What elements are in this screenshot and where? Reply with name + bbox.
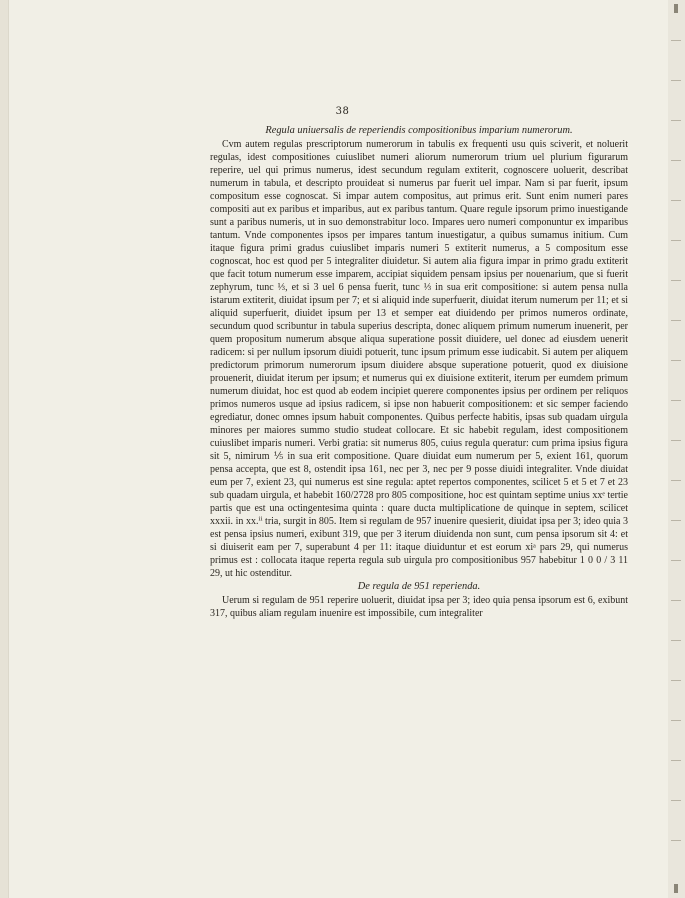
- ruler-tick: [671, 680, 681, 681]
- ruler-tick: [671, 760, 681, 761]
- ruler-tick: [671, 840, 681, 841]
- ruler-tick: [671, 400, 681, 401]
- ruler-tick: [671, 200, 681, 201]
- ruler-tick: [671, 40, 681, 41]
- ruler-tick: [671, 800, 681, 801]
- scan-gutter: [0, 0, 9, 898]
- scan-ruler: [668, 0, 685, 898]
- text-block: [210, 124, 628, 620]
- ruler-block: [674, 4, 678, 13]
- ruler-tick: [671, 80, 681, 81]
- ruler-tick: [671, 600, 681, 601]
- ruler-tick: [671, 120, 681, 121]
- body-paragraph: Cvm autem regulas prescriptorum numerorum in tabulis ex frequenti usu quis sciverit, et noluerit regulas, idest compositiones cuiuslibet numeri aliorum numerorum trium uel plurium figurarum reperire, uel qui primus numerus, idest secundum regulam extiterit, cognoscere uoluerit, describat numerum in tabula, et descripto prouideat si numerus par fuerit uel impar. Nam si par fuerit, ipsum compositum esse cognoscat. Si impar autem compositus, aut primus erit. Sunt enim numeri pares compositi aut ex paribus et imparibus, aut ex paribus tantum. Quare regule ipsorum primo inuestigande sunt a paribus numeris, ut in suo demonstrabitur loco. Impares uero numeri componuntur ex imparibus tantum. Vnde componentes ipsos per impares tantum inuestigatur, a quibus sumamus initium. Cum itaque figura primi gradus cuiuslibet imparis numeri 5 extiterit numerus, a 5 compositum esse cognoscat, hoc est quod per 5 integraliter diuidetur. Si autem alia figura impar in primo gradu extiterit que facit totum numerum esse imparem, accipiat siquidem pensam ipsius per nouenarium, que si fuerit zephyrum, tunc ⅓, et si 3 uel 6 pensa fuerit, tunc ⅓ in sua erit compositione: si autem pensa nulla istarum extiterit, diuidat ipsum per 7; et si aliquid inde superfuerit, diuidat iterum numerum per 11; et si aliquid superfuerit, diuidet ipsum per 13 et semper eat diuidendo per primos numeros ordinate, secundum quod scribuntur in tabula superius descripta, donec aliquem primum numerum inuenerit, per quem propositum numerum absque aliqua superatione possit diuidere, uel donec ad eiusdem uenerit radicem: si per nullum ipsorum diuidi potuerit, tunc ipsum primum esse iudicabit. Si autem per aliquem predictorum primorum numerorum ipsum diuidere absque superatione potuerit, quod ex diuisione prouenerit, diuidat iterum per ipsum; et numerus qui ex diuisione extiterit, iterum per eumdem primum numerum diuidat, hoc est quod ab eodem incipiet querere componentes ipsius per ordinem per reliquos primos numeros usque ad ipsius radicem, si ipse non habuerit compositionem: et sic semper faciendo egrediatur, donec omnes ipsum habuit componentes. Quibus perfecte habitis, ipsas sub quadam uirgula minores per maiores summo studio studeat collocare. Et sic habebit regulam, idest compositionem cuiuslibet imparis numeri. Verbi gratia: sit numerus 805, cuius regula queratur: cum prima ipsius figura sit 5, nimirum ⅕ in sua erit compositione. Quare diuidat eum numerum per 5, exient 161, quorum pensa accepta, que est 8, ostendit ipsa 161, nec per 3, nec per 9 posse diuidi integraliter. Vnde diuidat eum per 7, exient 23, qui numerus est sine regula: aptet repertos componentes, scilicet 5 et 5 et 7 et 23 sub quadam uirgula, et habebit 160/2728 pro 805 compositione, hoc est quintam septime unius xxᵉ tertie partis que est una octingentesima quinta : quare ducta multiplicatione de quinque in septem, scilicet xxxii. in xx.ⁱⁱ tria, surgit in 805. Item si regulam de 957 inuenire quesierit, diuidat ipsa per 3; ideo quia 3 est pensa ipsius numeri, exibunt 319, que per 3 iterum diuidenda non sunt, cum pensa ipsorum sit 4: et si diuiserit eam per 7, superabunt 4 per 11: itaque diuiduntur et est eorum xiᵃ pars 29, qui numerus primus est : collocata itaque reperta regula sub uirgula pro compositionibus 957 habebitur 1 0 0 / 3 11 29, ut hic ostenditur.: [210, 139, 628, 579]
- ruler-tick: [671, 720, 681, 721]
- ruler-tick: [671, 320, 681, 321]
- ruler-tick: [671, 280, 681, 281]
- section-heading: Regula uniuersalis de reperiendis compositionibus imparium numerorum.: [265, 125, 573, 136]
- page-number: 38: [335, 106, 350, 117]
- ruler-tick: [671, 640, 681, 641]
- ruler-block: [674, 884, 678, 893]
- ruler-tick: [671, 480, 681, 481]
- ruler-tick: [671, 360, 681, 361]
- section-heading: De regula de 951 reperienda.: [357, 581, 481, 592]
- ruler-tick: [671, 240, 681, 241]
- ruler-tick: [671, 440, 681, 441]
- body-paragraph: Uerum si regulam de 951 reperire uoluerit, diuidat ipsa per 3; ideo quia pensa ipsorum est 6, exibunt 317, quibus aliam regulam inuenire est impossibile, cum integraliter: [210, 595, 628, 619]
- ruler-tick: [671, 160, 681, 161]
- ruler-tick: [671, 520, 681, 521]
- ruler-tick: [671, 560, 681, 561]
